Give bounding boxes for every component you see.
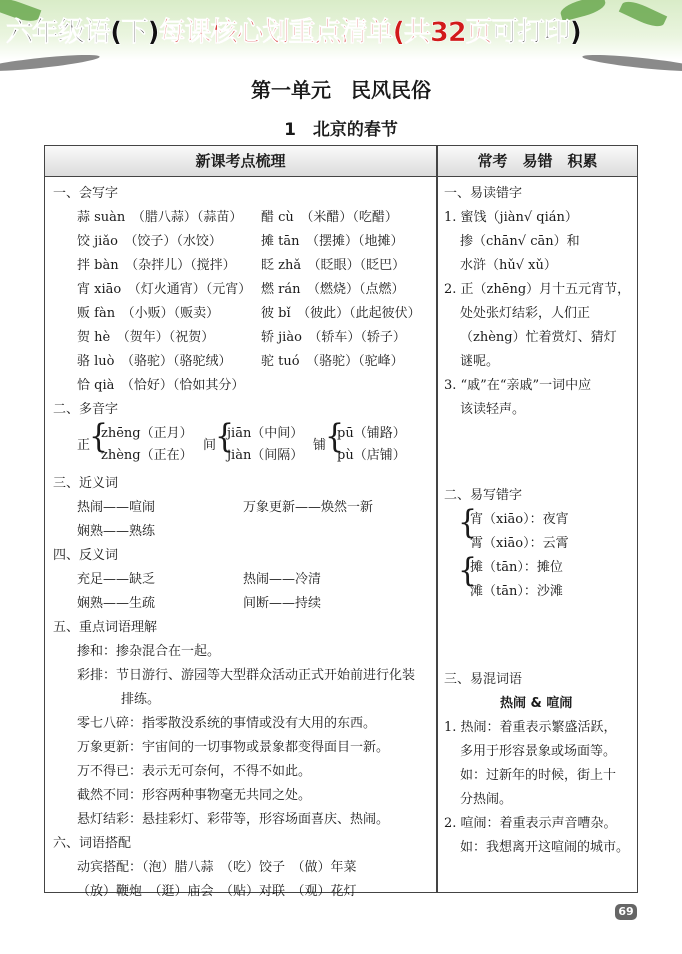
word-row: 眨 zhǎ （眨眼）（眨巴） — [261, 258, 406, 273]
right-column-header: 常考 易错 积累 — [438, 146, 637, 177]
poly-char: 铺 — [313, 438, 327, 453]
antonym-pair: 娴熟——生疏 — [77, 596, 156, 611]
brace: { — [458, 551, 478, 590]
antonym-pair: 充足——缺乏 — [77, 572, 156, 587]
note-line: 霄（xiāo）：云霄 — [470, 536, 569, 551]
note-line: （zhèng）忙着赏灯、猜灯 — [460, 330, 617, 345]
section-heading: 五、重点词语理解 — [53, 620, 158, 635]
content-table — [44, 145, 638, 899]
note-line: 3. “戚”在“亲戚”一词中应 — [444, 378, 592, 393]
poly-reading: zhēng（正月） — [101, 426, 193, 441]
antonym-pair: 间断——持续 — [243, 596, 322, 611]
section-heading: 二、多音字 — [53, 402, 119, 417]
poly-reading: jiàn（间隔） — [227, 448, 304, 463]
note-line: 滩（tān）：沙滩 — [470, 584, 563, 599]
note-line: 分热闹。 — [460, 792, 513, 807]
definition-line: 彩排：节日游行、游园等大型群众活动正式开始前进行化装 — [77, 668, 416, 683]
collocation-line: （放）鞭炮 （逛）庙会 （贴）对联 （观）花灯 — [77, 884, 357, 899]
word-row: 蒜 suàn （腊八蒜）（蒜苗） — [77, 210, 243, 225]
unit-title: 第一单元 民风民俗 — [251, 78, 431, 102]
note-line: 1. 热闹：着重表示繁盛活跃， — [444, 720, 617, 735]
lesson-title: 1 北京的春节 — [284, 120, 398, 140]
collocation-line: 动宾搭配：（泡）腊八蒜 （吃）饺子 （做）年菜 — [77, 860, 357, 875]
definition-line: 万象更新：宇宙间的一切事物或景象都变得面目一新。 — [77, 740, 390, 755]
note-line: 如：我想离开这喧闹的城市。 — [460, 840, 630, 855]
note-line: 如：过新年的时候，街上十 — [460, 768, 617, 783]
poly-reading: pū（铺路） — [337, 426, 406, 441]
definition-line: 截然不同：形容两种事物毫无共同之处。 — [77, 788, 312, 803]
page-number: 69 — [615, 904, 637, 920]
note-line: 谜呢。 — [460, 354, 500, 369]
word-row: 贺 hè （贺年）（祝贺） — [77, 330, 215, 345]
definition-line: 零七八碎：指零散没系统的事情或没有大用的东西。 — [77, 716, 377, 731]
brace: { — [458, 503, 478, 542]
section-heading: 一、会写字 — [53, 186, 119, 201]
poly-reading: jiān（中间） — [227, 426, 304, 441]
note-line: 该读轻声。 — [460, 402, 526, 417]
definition-line: 排练。 — [121, 692, 161, 707]
note-line: 2. 喧闹：着重表示声音嘈杂。 — [444, 816, 617, 831]
brace: { — [89, 417, 109, 456]
note-line: 掺（chān√ cān）和 — [460, 234, 580, 249]
word-row: 彼 bǐ （彼此）（此起彼伏） — [261, 306, 421, 321]
top-banner — [0, 0, 682, 60]
left-column-header: 新课考点梳理 — [45, 146, 436, 177]
definition-line: 万不得已：表示无可奈何，不得不如此。 — [77, 764, 312, 779]
word-row: 摊 tān （摆摊）（地摊） — [261, 234, 404, 249]
poly-reading: pù（店铺） — [337, 448, 406, 463]
word-row: 宵 xiāo （灯火通宵）（元宵） — [77, 282, 252, 297]
definition-line: 悬灯结彩：悬挂彩灯、彩带等，形容场面喜庆、热闹。 — [77, 812, 390, 827]
definition-line: 掺和：掺杂混合在一起。 — [77, 644, 221, 659]
leaf-decoration — [619, 0, 667, 31]
word-row: 恰 qià （恰好）（恰如其分） — [77, 378, 245, 393]
word-row: 醋 cù （米醋）（吃醋） — [261, 210, 398, 225]
section-heading: 三、易混词语 — [444, 672, 523, 687]
word-row: 骆 luò （骆驼）（骆驼绒） — [77, 354, 232, 369]
synonym-pair: 娴熟——熟练 — [77, 524, 156, 539]
section-heading: 三、近义词 — [53, 476, 119, 491]
poly-reading: zhèng（正在） — [101, 448, 193, 463]
section-heading: 四、反义词 — [53, 548, 119, 563]
antonym-pair: 热闹——冷清 — [243, 572, 322, 587]
banner-title: 六年级语(下)每课核心划重点清单(共32页可打印) — [6, 17, 581, 48]
word-row: 驼 tuó （骆驼）（驼峰） — [261, 354, 404, 369]
brace: { — [215, 417, 235, 456]
note-line: 多用于形容景象或场面等。 — [460, 744, 617, 759]
section-heading: 一、易读错字 — [444, 186, 523, 201]
synonym-pair: 万象更新——焕然一新 — [243, 500, 374, 515]
note-line: 处处张灯结彩，人们正 — [460, 306, 591, 321]
brace: { — [325, 417, 345, 456]
note-line: 1. 蜜饯（jiàn√ qián） — [444, 210, 578, 225]
note-line: 水浒（hǔ√ xǔ） — [460, 258, 557, 273]
poly-char: 正 — [77, 438, 91, 453]
word-row: 贩 fàn （小贩）（贩卖） — [77, 306, 220, 321]
note-line: 2. 正（zhēng）月十五元宵节， — [444, 282, 631, 297]
column-divider — [436, 146, 438, 892]
word-row: 拌 bàn （杂拌儿）（搅拌） — [77, 258, 236, 273]
word-row: 饺 jiǎo （饺子）（水饺） — [77, 234, 222, 249]
word-row: 轿 jiào （轿车）（轿子） — [261, 330, 406, 345]
subheading: 热闹 & 喧闹 — [500, 696, 573, 711]
word-row: 燃 rán （燃烧）（点燃） — [261, 282, 405, 297]
synonym-pair: 热闹——喧闹 — [77, 500, 156, 515]
note-line: 摊（tān）：摊位 — [470, 560, 563, 575]
poly-char: 间 — [203, 438, 217, 453]
section-heading: 六、词语搭配 — [53, 836, 132, 851]
section-heading: 二、易写错字 — [444, 488, 523, 503]
note-line: 宵（xiāo）：夜宵 — [470, 512, 569, 527]
